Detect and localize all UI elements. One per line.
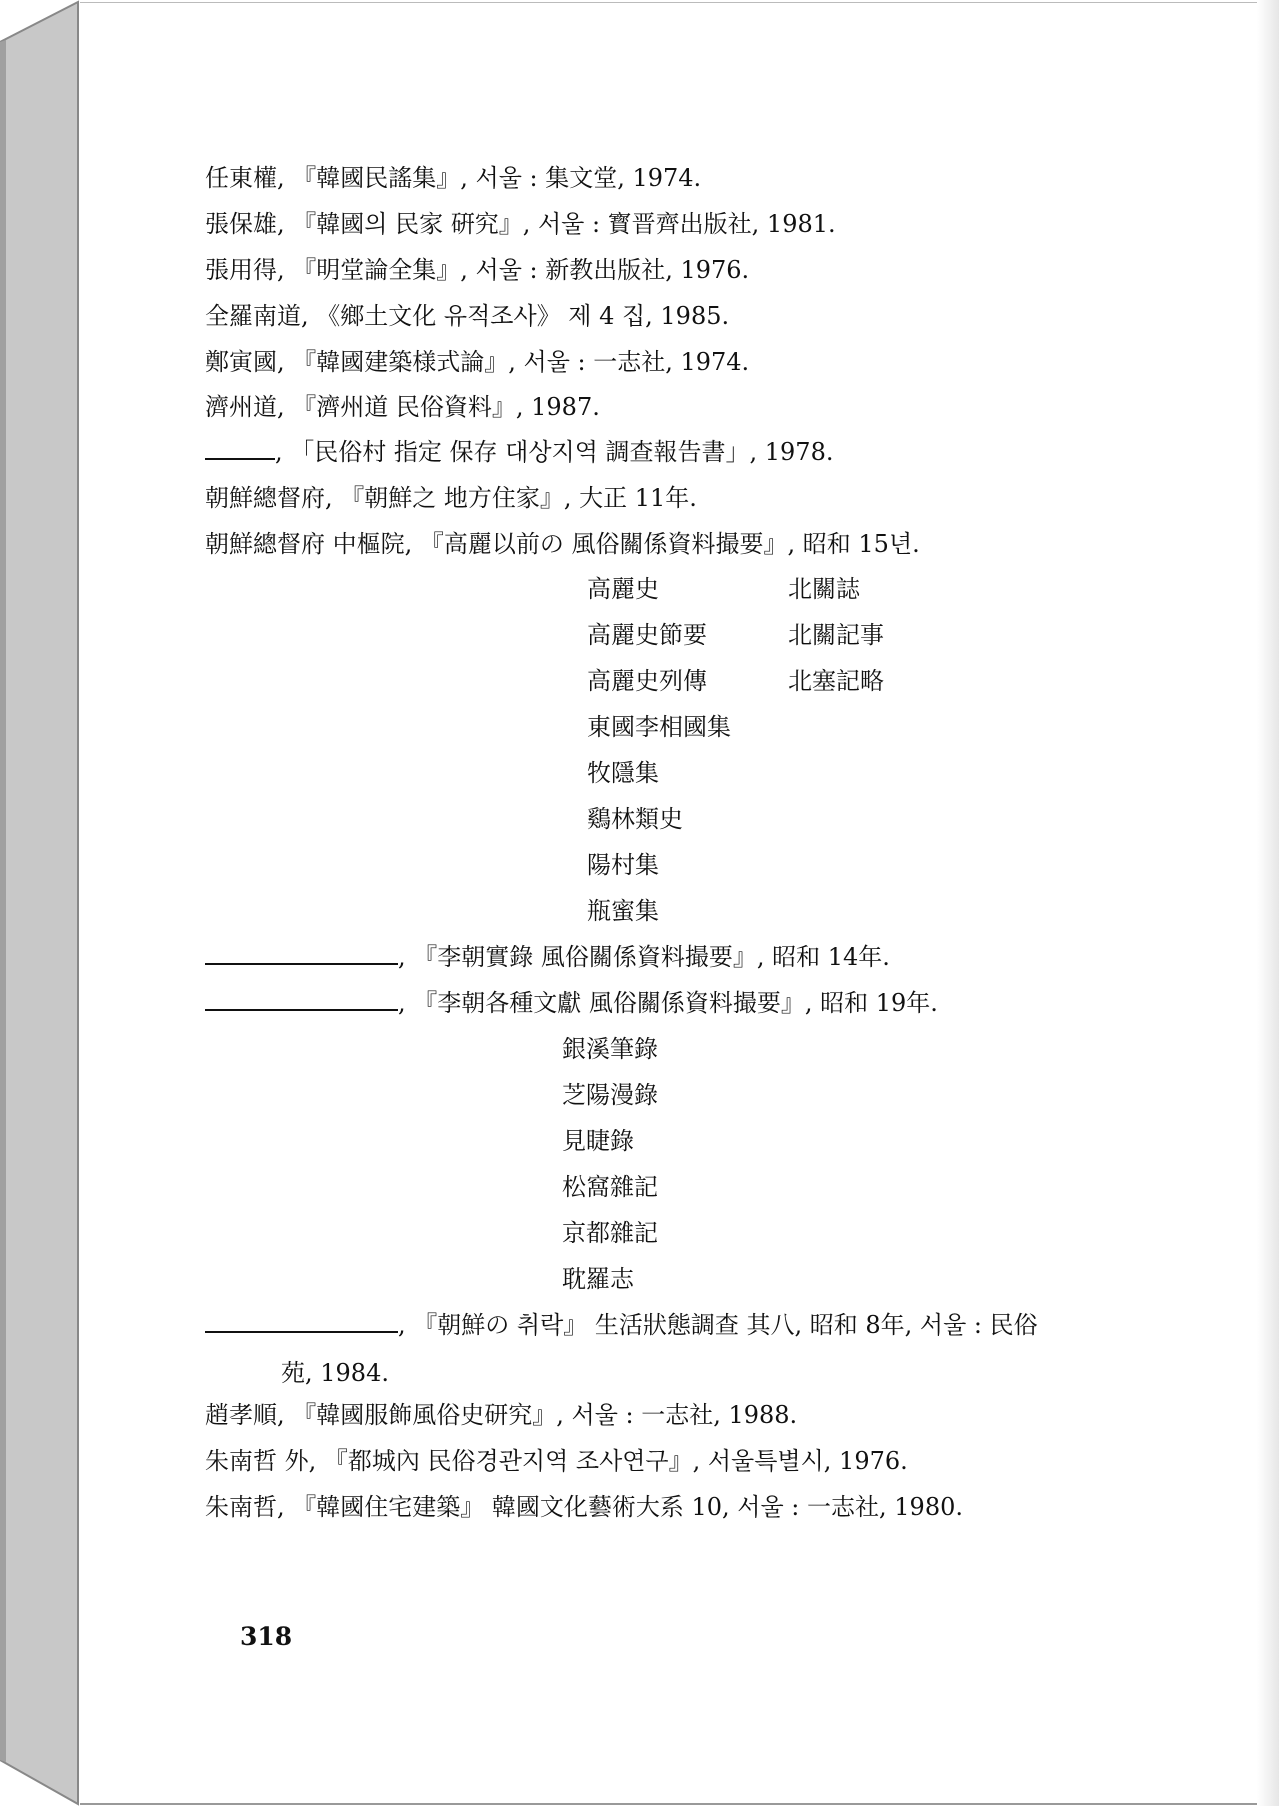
bibliography-entry: , 「民俗村 指定 保存 대상지역 調查報告書」, 1978. <box>205 437 833 467</box>
ditto-blank <box>205 945 398 965</box>
page-edge-shadow <box>1257 0 1279 1806</box>
source-title: 芝陽漫錄 <box>562 1081 658 1109</box>
ditto-blank <box>205 440 275 460</box>
bibliography-entry: 朝鮮總督府, 『朝鮮之 地方住家』, 大正 11年. <box>205 484 697 512</box>
source-title: 高麗史 <box>587 575 659 603</box>
bibliography-entry: 張用得, 『明堂論全集』, 서울 : 新教出版社, 1976. <box>205 256 750 284</box>
bibliography-entry: 任東權, 『韓國民謠集』, 서울 : 集文堂, 1974. <box>205 164 702 192</box>
source-title: 耽羅志 <box>562 1265 634 1293</box>
source-title: 銀溪筆錄 <box>562 1035 658 1063</box>
source-title: 京都雜記 <box>562 1219 658 1247</box>
bibliography-entry: , 『李朝實錄 風俗關係資料撮要』, 昭和 14年. <box>205 942 890 972</box>
source-title: 陽村集 <box>587 851 659 879</box>
source-title: 松窩雜記 <box>562 1173 658 1201</box>
bibliography-entry-continuation: 苑, 1984. <box>281 1359 389 1387</box>
source-title: 牧隱集 <box>587 759 659 787</box>
source-title: 見睫錄 <box>562 1127 634 1155</box>
bibliography-entry: 朱南哲 外, 『都城內 民俗경관지역 조사연구』, 서울특별시, 1976. <box>205 1447 908 1475</box>
bibliography-entry: 趙孝順, 『韓國服飾風俗史研究』, 서울 : 一志社, 1988. <box>205 1401 798 1429</box>
source-title: 北關記事 <box>788 621 884 649</box>
source-title: 北關誌 <box>788 575 860 603</box>
bibliography-entry: , 『朝鮮の 취락』 生活狀態調查 其八, 昭和 8年, 서울 : 民俗 <box>205 1310 1038 1340</box>
source-title: 高麗史列傳 <box>587 667 707 695</box>
book-spine <box>0 0 80 1806</box>
source-title: 北塞記略 <box>788 667 884 695</box>
bibliography-entry: 朝鮮總督府 中樞院, 『高麗以前の 風俗關係資料撮要』, 昭和 15년. <box>205 530 920 558</box>
bibliography-entry: 濟州道, 『濟州道 民俗資料』, 1987. <box>205 393 600 421</box>
bibliography-entry: 全羅南道, 《鄉土文化 유적조사》 제 4 집, 1985. <box>205 302 730 330</box>
page-number: 318 <box>240 1622 293 1651</box>
bibliography-entry: 鄭寅國, 『韓國建築様式論』, 서울 : 一志社, 1974. <box>205 348 750 376</box>
source-title: 東國李相國集 <box>587 713 731 741</box>
source-title: 高麗史節要 <box>587 621 707 649</box>
bibliography-entry: , 『李朝各種文獻 風俗關係資料撮要』, 昭和 19年. <box>205 988 938 1018</box>
ditto-blank <box>205 1313 398 1333</box>
source-title: 鷄林類史 <box>587 805 683 833</box>
bibliography-entry: 朱南哲, 『韓國住宅建築』 韓國文化藝術大系 10, 서울 : 一志社, 1980. <box>205 1493 963 1521</box>
bibliography-entry: 張保雄, 『韓國의 民家 硏究』, 서울 : 寳晋齊出版社, 1981. <box>205 210 836 238</box>
ditto-blank <box>205 991 398 1011</box>
source-title: 瓶蜜集 <box>587 897 659 925</box>
